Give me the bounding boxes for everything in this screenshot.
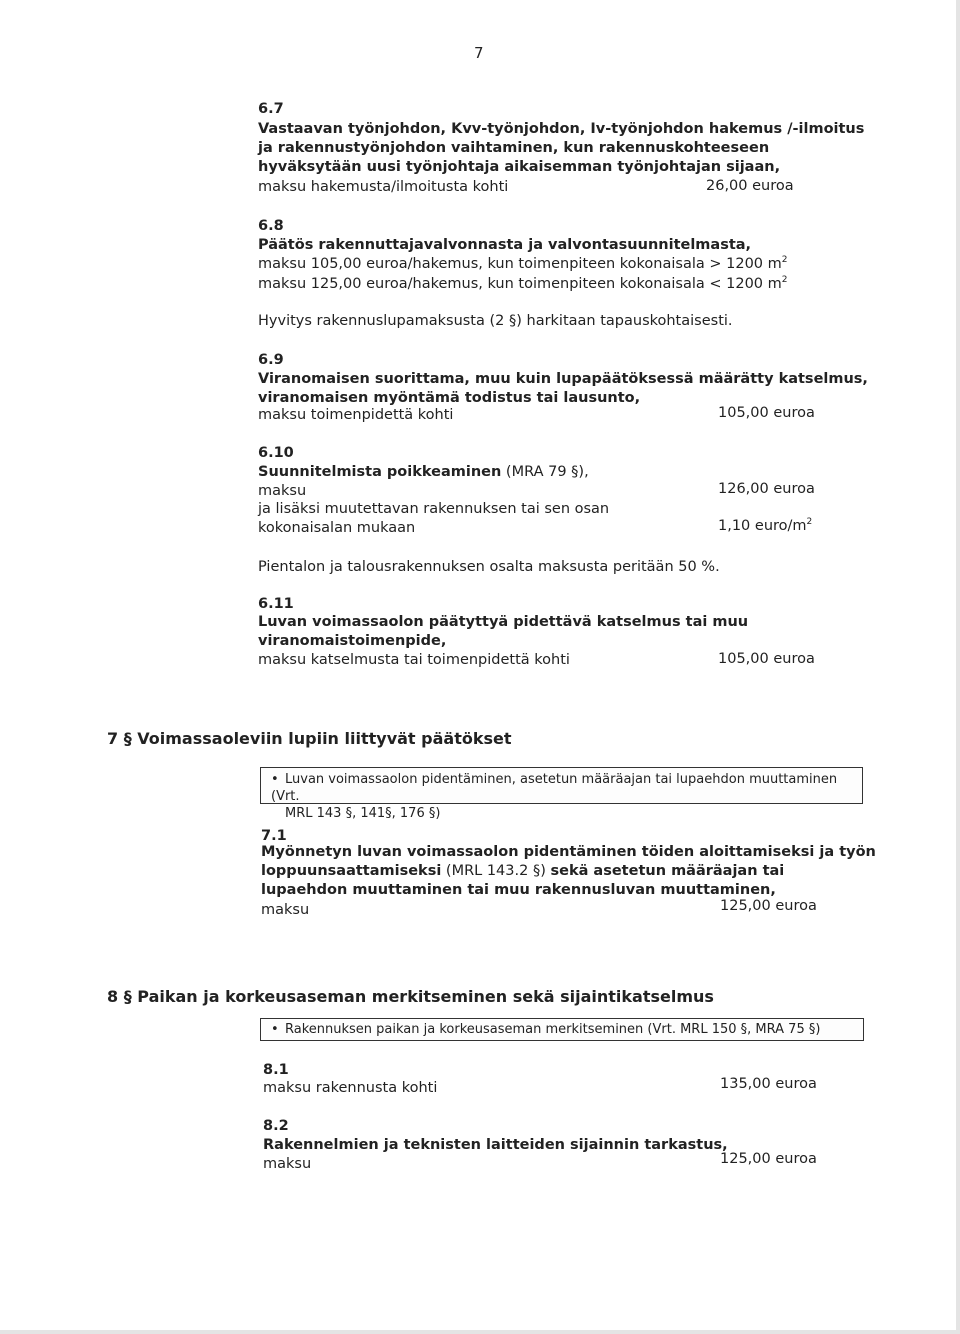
extra-line: ja lisäksi muutettavan rakennuksen tai sen osan [258,501,610,517]
fee-line: maksu 125,00 euroa/hakemus, kun toimenpiteen kokonaisala < 1200 $m^2$ [258,275,788,292]
fee-value: 135,00 euroa [720,1076,817,1092]
fee-value: 126,00 euroa [718,481,815,497]
fee-value: 26,00 euroa [706,178,794,194]
note-text: Pientalon ja talousrakennuksen osalta maksusta peritään 50 %. [258,559,720,575]
fee-value: 105,00 euroa [718,405,815,421]
section-title-line: Luvan voimassaolon päätyttyä pidettävä katselmus tai muu [258,614,749,630]
fee-label: maksu hakemusta/ilmoitusta kohti [258,179,509,195]
section-number: 8.2 [263,1118,289,1134]
extra-line: kokonaisalan mukaan [258,520,416,536]
section-title: Rakennelmien ja teknisten laitteiden sijainnin tarkastus, [263,1137,728,1153]
bullet-icon: • [271,1022,279,1037]
fee-label: maksu rakennusta kohti [263,1080,438,1096]
extra-value: 1,10 euro/$m^2$ [718,517,813,534]
section-title-line: viranomaistoimenpide, [258,633,447,649]
fee-label: maksu [263,1156,312,1172]
section-title-line: Viranomaisen suorittama, muu kuin lupapäätöksessä määrätty katselmus, [258,371,868,387]
section-title: Päätös rakennuttajavalvonnasta ja valvontasuunnitelmasta, [258,237,752,253]
fee-label: maksu [261,902,310,918]
bullet-icon: • [271,772,279,787]
section-number: 6.7 [258,101,284,117]
section-title-line: lupaehdon muuttaminen tai muu rakennusluvan muuttaminen, [261,882,776,898]
fee-label: maksu [258,483,307,499]
note-text: Hyvitys rakennuslupamaksusta (2 §) harkitaan tapauskohtaisesti. [258,313,733,329]
info-box-text: Luvan voimassaolon pidentäminen, asetetun määräajan tai lupaehdon muuttaminen (Vrt. [271,772,838,804]
fee-label: maksu katselmusta tai toimenpidettä kohti [258,652,570,668]
section-title-line: Vastaavan työnjohdon, Kvv-työnjohdon, Iv-työnjohdon hakemus /-ilmoitus [258,121,865,137]
section-number: 6.10 [258,445,294,461]
fee-value: 125,00 euroa [720,1151,817,1167]
section-number: 8.1 [263,1062,289,1078]
fee-line: maksu 105,00 euroa/hakemus, kun toimenpiteen kokonaisala > 1200 $m^2$ [258,255,788,272]
page-number: 7 [474,44,484,62]
info-box [260,1018,864,1041]
section-number: 7.1 [261,828,287,844]
section-title-line: loppuunsaattamiseksi (MRL 143.2 §) sekä asetetun määräajan tai [261,863,785,879]
section-title-line: hyväksytään uusi työnjohtaja aikaisemman työnjohtajan sijaan, [258,159,781,175]
info-box-text: MRL 143 §, 141§, 176 §) [285,806,441,821]
section-title-line: Myönnetyn luvan voimassaolon pidentäminen töiden aloittamiseksi ja työn [261,844,876,860]
section-title: Suunnitelmista poikkeaminen (MRA 79 §), [258,464,589,480]
info-box-text: Rakennuksen paikan ja korkeusaseman merkitseminen (Vrt. MRL 150 §, MRA 75 §) [285,1022,821,1037]
section-number: 6.9 [258,352,284,368]
section-heading-8: 8 § Paikan ja korkeusaseman merkitseminen sekä sijaintikatselmus [107,987,714,1006]
info-box [260,767,863,821]
section-number: 6.8 [258,218,284,234]
section-heading-7: 7 § Voimassaoleviin lupiin liittyvät päätökset [107,729,512,748]
section-title-line: ja rakennustyönjohdon vaihtaminen, kun rakennuskohteeseen [258,140,770,156]
section-title-line: viranomaisen myöntämä todistus tai lausunto, [258,390,641,406]
fee-value: 125,00 euroa [720,898,817,914]
fee-label: maksu toimenpidettä kohti [258,407,454,423]
fee-value: 105,00 euroa [718,651,815,667]
section-number: 6.11 [258,596,294,612]
